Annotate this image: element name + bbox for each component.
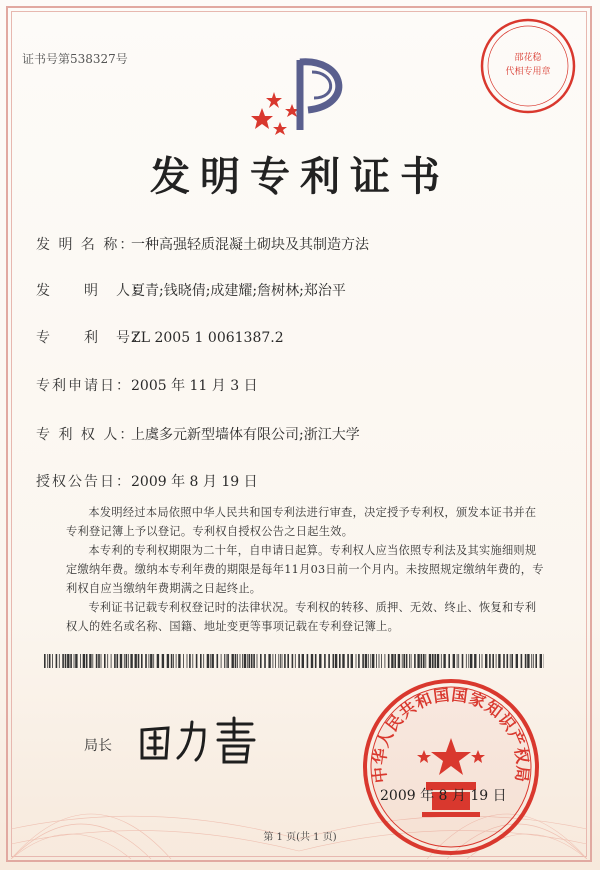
- barcode-bar: [379, 654, 380, 668]
- barcode-bar: [74, 654, 75, 668]
- barcode-bar: [273, 654, 274, 668]
- barcode-bar: [533, 654, 534, 668]
- barcode-bar: [65, 654, 67, 668]
- barcode-bar: [44, 654, 46, 668]
- barcode-bar: [295, 654, 296, 668]
- director-signature-icon: [130, 708, 270, 768]
- barcode-bar: [414, 654, 416, 668]
- barcode-bar: [511, 654, 513, 668]
- barcode-bar: [358, 654, 360, 668]
- barcode-bar: [247, 654, 248, 668]
- barcode-bar: [333, 654, 335, 668]
- field-value: 上虞多元新型墙体有限公司;浙江大学: [131, 427, 360, 443]
- barcode-bar: [482, 654, 483, 668]
- barcode-bar: [128, 654, 129, 668]
- field-label: 专利申请日：: [36, 378, 132, 394]
- barcode-bar: [516, 654, 518, 668]
- barcode-bar: [135, 654, 137, 668]
- field-label: 专 利 权 人：: [36, 427, 136, 443]
- barcode-bar: [521, 654, 523, 668]
- barcode-bar: [260, 654, 262, 668]
- barcode-bar: [162, 654, 164, 668]
- barcode-bar: [70, 654, 72, 668]
- barcode-bar: [453, 654, 455, 668]
- barcode-bar: [315, 654, 317, 668]
- barcode-bar: [157, 654, 159, 668]
- barcode-bar: [196, 654, 198, 668]
- barcode-bar: [437, 654, 439, 668]
- barcode-bar: [391, 654, 393, 668]
- barcode-bar: [406, 654, 408, 668]
- barcode-bar: [183, 654, 184, 668]
- field-value: 2005 年 11 月 3 日: [131, 378, 258, 394]
- barcode-bar: [62, 654, 64, 668]
- barcode-bar: [368, 654, 369, 668]
- barcode-bar: [114, 654, 116, 668]
- barcode-bar: [351, 654, 353, 668]
- barcode-bar: [403, 654, 405, 668]
- barcode-bar: [417, 654, 419, 668]
- barcode-bar: [67, 654, 69, 668]
- barcode-bar: [409, 654, 410, 668]
- field-label: 发 明 人：: [36, 283, 148, 299]
- barcode-bar: [221, 654, 222, 668]
- barcode-bar: [458, 654, 459, 668]
- barcode-bar: [429, 654, 431, 668]
- barcode-bar: [96, 654, 98, 668]
- field-value: 一种高强轻质混凝土砌块及其制造方法: [131, 237, 369, 253]
- barcode-bar: [311, 654, 313, 668]
- barcode-bar: [47, 654, 48, 668]
- barcode-bar: [232, 654, 234, 668]
- barcode-bar: [251, 654, 253, 668]
- barcode-bar: [307, 654, 309, 668]
- barcode-bar: [448, 654, 450, 668]
- barcode-bar: [56, 654, 58, 668]
- barcode-bar: [212, 654, 214, 668]
- barcode-bar: [284, 654, 286, 668]
- field-invention-name: [36, 234, 369, 254]
- patent-office-logo-icon: [250, 50, 360, 140]
- barcode-bar: [342, 654, 344, 668]
- barcode-bar: [275, 654, 276, 668]
- barcode-bar: [423, 654, 425, 668]
- barcode-bar: [485, 654, 487, 668]
- barcode-bar: [335, 654, 337, 668]
- barcode-bar: [328, 654, 330, 668]
- barcode-bar: [370, 654, 371, 668]
- barcode-bar: [249, 654, 251, 668]
- field-label: 专 利 号：: [36, 330, 148, 346]
- barcode-bar: [339, 654, 341, 668]
- barcode-bar: [167, 654, 169, 668]
- barcode-bar: [535, 654, 537, 668]
- barcode-bar: [425, 654, 426, 668]
- barcode-bar: [207, 654, 209, 668]
- barcode-bar: [507, 654, 509, 668]
- barcode-bar: [130, 654, 132, 668]
- page-number: 第 1 页(共 1 页): [263, 832, 337, 843]
- barcode-bar: [101, 654, 102, 668]
- barcode-bar: [86, 654, 88, 668]
- barcode-bar: [217, 654, 219, 668]
- barcode-bar: [479, 654, 480, 668]
- barcode-bar: [287, 654, 289, 668]
- barcode-bar: [470, 654, 472, 668]
- barcode-bar: [120, 654, 122, 668]
- barcode-bar: [362, 654, 364, 668]
- field-grant-date: [36, 471, 258, 491]
- barcode-bar: [126, 654, 128, 668]
- barcode-bar: [441, 654, 442, 668]
- barcode-bar: [257, 654, 258, 668]
- certificate-number: 证书号第538327号: [22, 52, 128, 66]
- barcode-bar: [402, 654, 403, 668]
- barcode-bar: [531, 654, 532, 668]
- barcode-icon: [44, 654, 544, 668]
- barcode-bar: [145, 654, 147, 668]
- barcode-bar: [457, 654, 458, 668]
- field-label: 授权公告日：: [36, 474, 132, 490]
- barcode-bar: [466, 654, 467, 668]
- barcode-bar: [398, 654, 400, 668]
- field-value: ZL 2005 1 0061387.2: [131, 330, 284, 346]
- barcode-bar: [49, 654, 51, 668]
- agency-seal-icon: [478, 16, 578, 116]
- certificate-body: [66, 503, 546, 636]
- barcode-bar: [187, 654, 188, 668]
- field-patent-number: [36, 327, 284, 347]
- barcode-bar: [52, 654, 53, 668]
- barcode-bar: [124, 654, 125, 668]
- barcode-bar: [527, 654, 529, 668]
- body-paragraph: 专利证书记载专利权登记时的法律状况。专利权的转移、质押、无效、终止、恢复和专利权人的姓名或名称、国籍、地址变更等事项记载在专利登记簿上。: [66, 601, 537, 633]
- barcode-bar: [324, 654, 326, 668]
- barcode-bar: [107, 654, 108, 668]
- agency-seal-center-line2: 代相专用章: [505, 67, 551, 77]
- director-label: 局长: [84, 738, 112, 754]
- barcode-bar: [319, 654, 321, 668]
- barcode-bar: [365, 654, 367, 668]
- barcode-bar: [302, 654, 304, 668]
- barcode-bar: [203, 654, 204, 668]
- field-value: 夏青;钱晓倩;成建耀;詹树林;郑治平: [131, 283, 346, 299]
- barcode-bar: [80, 654, 81, 668]
- barcode-bar: [240, 654, 241, 668]
- barcode-bar: [98, 654, 100, 668]
- barcode-bar: [111, 654, 112, 668]
- barcode-bar: [235, 654, 237, 668]
- barcode-bar: [89, 654, 91, 668]
- barcode-bar: [268, 654, 270, 668]
- barcode-bar: [253, 654, 255, 668]
- barcode-bar: [298, 654, 300, 668]
- barcode-bar: [83, 654, 85, 668]
- issue-date: 2009 年 8 月 19 日: [380, 788, 507, 804]
- barcode-bar: [173, 654, 174, 668]
- barcode-bar: [503, 654, 505, 668]
- barcode-bar: [434, 654, 436, 668]
- field-inventors: [36, 280, 346, 300]
- barcode-bar: [141, 654, 143, 668]
- barcode-bar: [282, 654, 283, 668]
- barcode-bar: [280, 654, 281, 668]
- barcode-bar: [237, 654, 238, 668]
- barcode-bar: [376, 654, 377, 668]
- field-label: 发 明 名 称：: [36, 237, 136, 253]
- barcode-bar: [200, 654, 202, 668]
- body-paragraph: 本发明经过本局依照中华人民共和国专利法进行审查，决定授予专利权，颁发本证书并在专利登记簿上予以登记。专利权自授权公告之日起生效。: [66, 506, 537, 538]
- official-seal-ring-text: 中华人民共和国国家知识产权局: [369, 685, 533, 784]
- agency-seal-center-line1: 邵花稳: [514, 53, 542, 63]
- barcode-bar: [372, 654, 374, 668]
- barcode-bar: [59, 654, 60, 668]
- barcode-bar: [492, 654, 494, 668]
- barcode-bar: [104, 654, 106, 668]
- barcode-bar: [92, 654, 93, 668]
- body-paragraph: 本专利的专利权期限为二十年，自申请日起算。专利权人应当依照专利法及其实施细则规定缴纳年费。缴纳本专利年费的期限是每年11月03日前一个月内。未按照规定缴纳年费的，专利权自应当缴纳年费期满之日起终止。: [66, 544, 544, 595]
- barcode-bar: [178, 654, 180, 668]
- barcode-bar: [347, 654, 349, 668]
- barcode-bar: [227, 654, 229, 668]
- barcode-bar: [224, 654, 225, 668]
- barcode-bar: [411, 654, 412, 668]
- barcode-bar: [540, 654, 542, 668]
- barcode-bar: [242, 654, 243, 668]
- barcode-bar: [385, 654, 386, 668]
- barcode-bar: [510, 654, 511, 668]
- barcode-bar: [489, 654, 491, 668]
- barcode-bar: [432, 654, 434, 668]
- barcode-bar: [176, 654, 177, 668]
- barcode-bar: [394, 654, 396, 668]
- barcode-bar: [149, 654, 150, 668]
- barcode-bar: [388, 654, 390, 668]
- barcode-bar: [150, 654, 152, 668]
- barcode-bar: [278, 654, 279, 668]
- barcode-bar: [171, 654, 173, 668]
- barcode-bar: [468, 654, 469, 668]
- barcode-bar: [498, 654, 500, 668]
- barcode-bar: [138, 654, 140, 668]
- barcode-bar: [210, 654, 211, 668]
- field-patentee: [36, 424, 360, 444]
- barcode-bar: [356, 654, 357, 668]
- barcode-bar: [117, 654, 119, 668]
- barcode-bar: [496, 654, 497, 668]
- barcode-bar: [226, 654, 227, 668]
- barcode-bar: [244, 654, 246, 668]
- field-value: 2009 年 8 月 19 日: [131, 474, 258, 490]
- barcode-bar: [381, 654, 382, 668]
- barcode-bar: [443, 654, 445, 668]
- barcode-bar: [153, 654, 154, 668]
- barcode-bar: [474, 654, 476, 668]
- barcode-bar: [192, 654, 193, 668]
- page-title: 发明专利证书: [150, 153, 450, 200]
- barcode-bar: [292, 654, 294, 668]
- barcode-bar: [75, 654, 77, 668]
- barcode-bar: [525, 654, 527, 668]
- barcode-bar: [264, 654, 266, 668]
- barcode-bar: [462, 654, 464, 668]
- barcode-bar: [189, 654, 191, 668]
- field-filing-date: [36, 375, 258, 395]
- barcode-bar: [421, 654, 423, 668]
